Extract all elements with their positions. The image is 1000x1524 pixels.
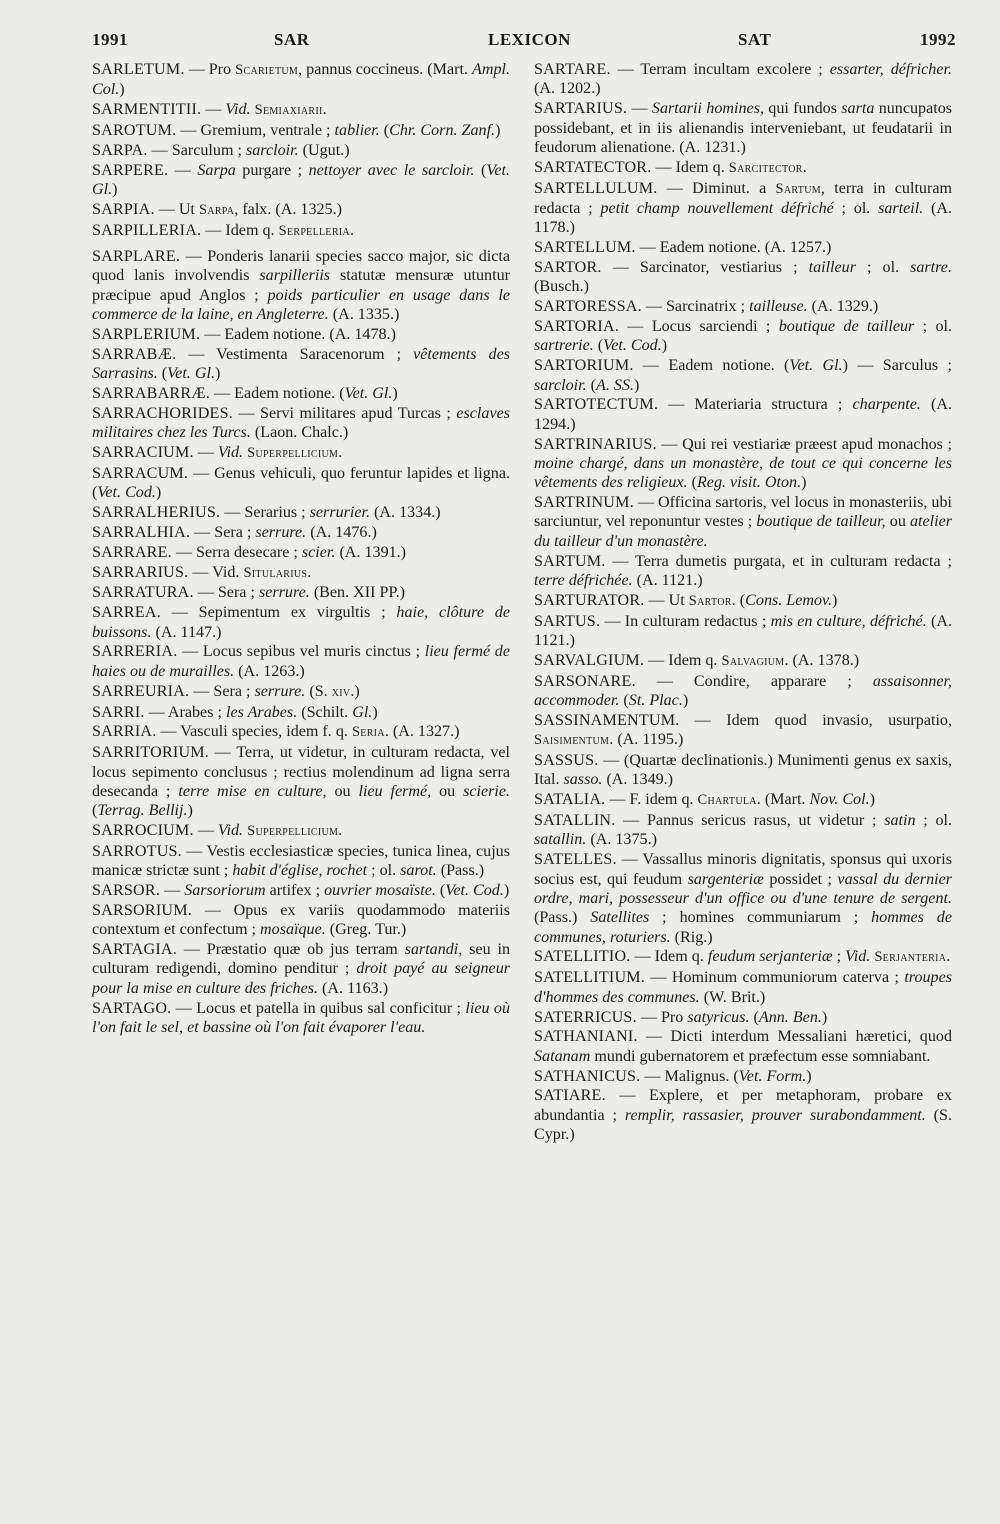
- dictionary-entry: SARRARE. — Serra desecare ; scier. (A. 1391.): [92, 543, 407, 561]
- dictionary-entry: SARTUS. — In culturam redactus ; mis en culture, défriché. (A. 1121.): [534, 612, 952, 649]
- dictionary-entry: SARTUM. — Terra dumetis purgata, et in culturam redacta ; terre défrichée. (A. 1121.): [534, 552, 952, 589]
- dictionary-entry: SARRACIUM. — Vid. Superpellicium.: [92, 444, 343, 462]
- dictionary-entry: SARTELLULUM. — Diminut. a Sartum, terra in culturam redacta ; petit champ nouvellement défriché ; ol. sarteil. (A. 1178.): [534, 179, 953, 237]
- dictionary-entry: SARREA. — Sepimentum ex virgultis ; haie, clôture de buissons. (A. 1147.): [92, 604, 510, 641]
- dictionary-entry: SARPILLERIA. — Idem q. Serpelleria.: [92, 221, 354, 239]
- dictionary-entry: SARROTUS. — Vestis ecclesiasticæ species, tunica linea, cujus manicæ strictæ sunt ; habit d'église, rochet ; ol. sarot. (Pass.): [92, 842, 510, 880]
- dictionary-entry: SARTATECTOR. — Idem q. Sarcitector.: [534, 158, 807, 176]
- dictionary-entry: SARMENTITII. — Vid. Semiaxiarii.: [92, 101, 327, 119]
- dictionary-entry: SARTRINARIUS. — Qui rei vestiariæ præest apud monachos ; moine chargé, dans un monastère, de tout ce qui concerne les vêtements des religieux. (Reg. visit. Oton.): [534, 435, 952, 492]
- guide-word-right: SAT: [738, 30, 772, 49]
- dictionary-entry: SARROCIUM. — Vid. Superpellicium.: [92, 822, 343, 840]
- dictionary-entry: SATALIA. — F. idem q. Chartula. (Mart. Nov. Col.): [534, 791, 875, 809]
- dictionary-entry: SARRARIUS. — Vid. Sitularius.: [92, 563, 312, 581]
- dictionary-entry: SARTOTECTUM. — Materiaria structura ; charpente. (A. 1294.): [534, 396, 952, 433]
- dictionary-entry: SARRITORIUM. — Terra, ut videtur, in culturam redacta, vel locus sepimento conclusus ; rectius molendinum ad ligna serra desecanda ; terre mise en culture, ou lieu fermé, ou scierie. (Terrag. Bellij.): [92, 744, 511, 820]
- page-number-left: 1991: [92, 30, 128, 49]
- dictionary-entry: SARPLERIUM. — Eadem notione. (A. 1478.): [92, 325, 396, 343]
- dictionary-entry: SATHANICUS. — Malignus. (Vet. Form.): [534, 1067, 812, 1085]
- dictionary-entry: SARTARIUS. — Sartarii homines, qui fundos sarta nuncupatos possidebant, et in iis alienandis interveniebant, ut feudatarii in feudorum alienatione. (A. 1231.): [534, 100, 953, 156]
- dictionary-entry: SARRIA. — Vasculi species, idem f. q. Seria. (A. 1327.): [92, 723, 460, 741]
- dictionary-entry: SASSINAMENTUM. — Idem quod invasio, usurpatio, Saisimentum. (A. 1195.): [534, 711, 952, 749]
- page-number-right: 1992: [920, 30, 956, 49]
- right-column: [534, 60, 952, 1145]
- dictionary-entry: SARRATURA. — Sera ; serrure. (Ben. XII PP.): [92, 584, 406, 602]
- dictionary-entry: SATALLIN. — Pannus sericus rasus, ut videtur ; satin ; ol. satallin. (A. 1375.): [534, 812, 952, 849]
- dictionary-entry: SATELLITIUM. — Hominum communiorum caterva ; troupes d'hommes des communes. (W. Brit.): [534, 969, 952, 1006]
- dictionary-entry: SARTRINUM. — Officina sartoris, vel locus in monasteriis, ubi sarciuntur, vel reponuntur vestes ; boutique de tailleur, ou atelier du tailleur d'un monastère.: [534, 494, 952, 550]
- dictionary-entry: SARRABÆ. — Vestimenta Saracenorum ; vêtements des Sarrasins. (Vet. Gl.): [92, 345, 510, 383]
- dictionary-entry: SARPA. — Sarculum ; sarcloir. (Ugut.): [92, 141, 350, 159]
- dictionary-entry: SARRALHIA. — Sera ; serrure. (A. 1476.): [92, 523, 377, 541]
- dictionary-entry: SARVALGIUM. — Idem q. Salvagium. (A. 1378.): [534, 651, 860, 669]
- dictionary-entry: SASSUS. — (Quartæ declinationis.) Munimenti genus ex saxis, Ital. sasso. (A. 1349.): [534, 752, 952, 789]
- dictionary-entry: SARRABARRÆ. — Eadem notione. (Vet. Gl.): [92, 385, 398, 402]
- dictionary-entry: SARREURIA. — Sera ; serrure. (S. xiv.): [92, 682, 360, 700]
- dictionary-entry: SATHANIANI. — Dicti interdum Messaliani hæretici, quod Satanam mundi gubernatorem et præfectum esse somniabant.: [534, 1028, 952, 1065]
- dictionary-entry: SARTAGIA. — Præstatio quæ ob jus terram sartandi, seu in culturam redigendi, domino penditur ; droit payé au seigneur pour la mise en culture des friches. (A. 1163.): [92, 941, 511, 997]
- dictionary-entry: SARTARE. — Terram incultam excolere ; essarter, défricher. (A. 1202.): [534, 61, 952, 98]
- dictionary-entry: SARSORIUM. — Opus ex variis quodammodo materiis contextum et confectum ; mosaïque. (Greg. Tur.): [92, 901, 510, 939]
- dictionary-entry: SARTELLUM. — Eadem notione. (A. 1257.): [534, 239, 832, 257]
- dictionary-entry: SARTOR. — Sarcinator, vestiarius ; tailleur ; ol. sartre. (Busch.): [534, 258, 952, 296]
- dictionary-entry: SARTORESSA. — Sarcinatrix ; tailleuse. (A. 1329.): [534, 298, 879, 316]
- left-column: [92, 60, 510, 1038]
- dictionary-entry: SARTORIUM. — Eadem notione. (Vet. Gl.) — Sarculus ; sarcloir. (A. SS.): [534, 357, 953, 394]
- dictionary-entry: SARTURATOR. — Ut Sartor. (Cons. Lemov.): [534, 591, 838, 609]
- guide-word-left: SAR: [274, 30, 310, 49]
- dictionary-entry: SATIARE. — Explere, et per metaphoram, probare ex abundantia ; remplir, rassasier, prouver surabondamment. (S. Cypr.): [534, 1087, 952, 1144]
- dictionary-entry: SARPIA. — Ut Sarpa, falx. (A. 1325.): [92, 200, 342, 218]
- dictionary-entry: SARLETUM. — Pro Scarietum, pannus coccineus. (Mart. Ampl. Col.): [92, 61, 510, 99]
- dictionary-entry: SARRACUM. — Genus vehiculi, quo feruntur lapides et ligna. (Vet. Cod.): [92, 464, 510, 502]
- dictionary-entry: SARRACHORIDES. — Servi militares apud Turcas ; esclaves militaires chez les Turcs. (Laon. Chalc.): [92, 404, 510, 442]
- dictionary-entry: SAROTUM. — Gremium, ventrale ; tablier. (Chr. Corn. Zanf.): [92, 122, 501, 140]
- dictionary-entry: SARSOR. — Sarsoriorum artifex ; ouvrier mosaïste. (Vet. Cod.): [92, 882, 510, 900]
- dictionary-entry: SARRERIA. — Locus sepibus vel muris cinctus ; lieu fermé de haies ou de murailles. (A. 1263.): [92, 643, 510, 680]
- dictionary-entry: SARTORIA. — Locus sarciendi ; boutique de tailleur ; ol. sartrerie. (Vet. Cod.): [534, 317, 953, 355]
- running-title: LEXICON: [488, 30, 571, 49]
- dictionary-entry: SARRI. — Arabes ; les Arabes. (Schilt. Gl.): [92, 703, 378, 721]
- dictionary-entry: SATELLITIO. — Idem q. feudum serjanteriæ ; Vid. Serjanteria.: [534, 948, 951, 966]
- dictionary-entry: SARPLARE. — Ponderis lanarii species sacco major, sic dicta quod lanis involvendis sarpilleriis statutæ mensuræ utuntur præcipue apud Anglos ; poids particulier en usage dans le commerce de la laine, en Angleterre. (A. 1335.): [92, 248, 510, 324]
- dictionary-entry: SATERRICUS. — Pro satyricus. (Ann. Ben.): [534, 1008, 828, 1026]
- dictionary-entry: SARPERE. — Sarpa purgare ; nettoyer avec le sarcloir. (Vet. Gl.): [92, 161, 510, 199]
- dictionary-entry: SATELLES. — Vassallus minoris dignitatis, sponsus qui uxoris socius est, qui feudum sargenteriæ possidet ; vassal du dernier ordre, mari, possesseur d'un office ou d'une tenure de sergent. (Pass.) Satellites ; homines communiarum ; hommes de communes, roturiers. (Rig.): [534, 851, 952, 946]
- dictionary-entry: SARRALHERIUS. — Serarius ; serrurier. (A. 1334.): [92, 504, 441, 522]
- dictionary-entry: SARSONARE. — Condire, apparare ; assaisonner, accommoder. (St. Plac.): [534, 672, 952, 709]
- dictionary-entry: SARTAGO. — Locus et patella in quibus sal conficitur ; lieu où l'on fait le sel, et bassine où l'on fait évaporer l'eau.: [92, 999, 511, 1036]
